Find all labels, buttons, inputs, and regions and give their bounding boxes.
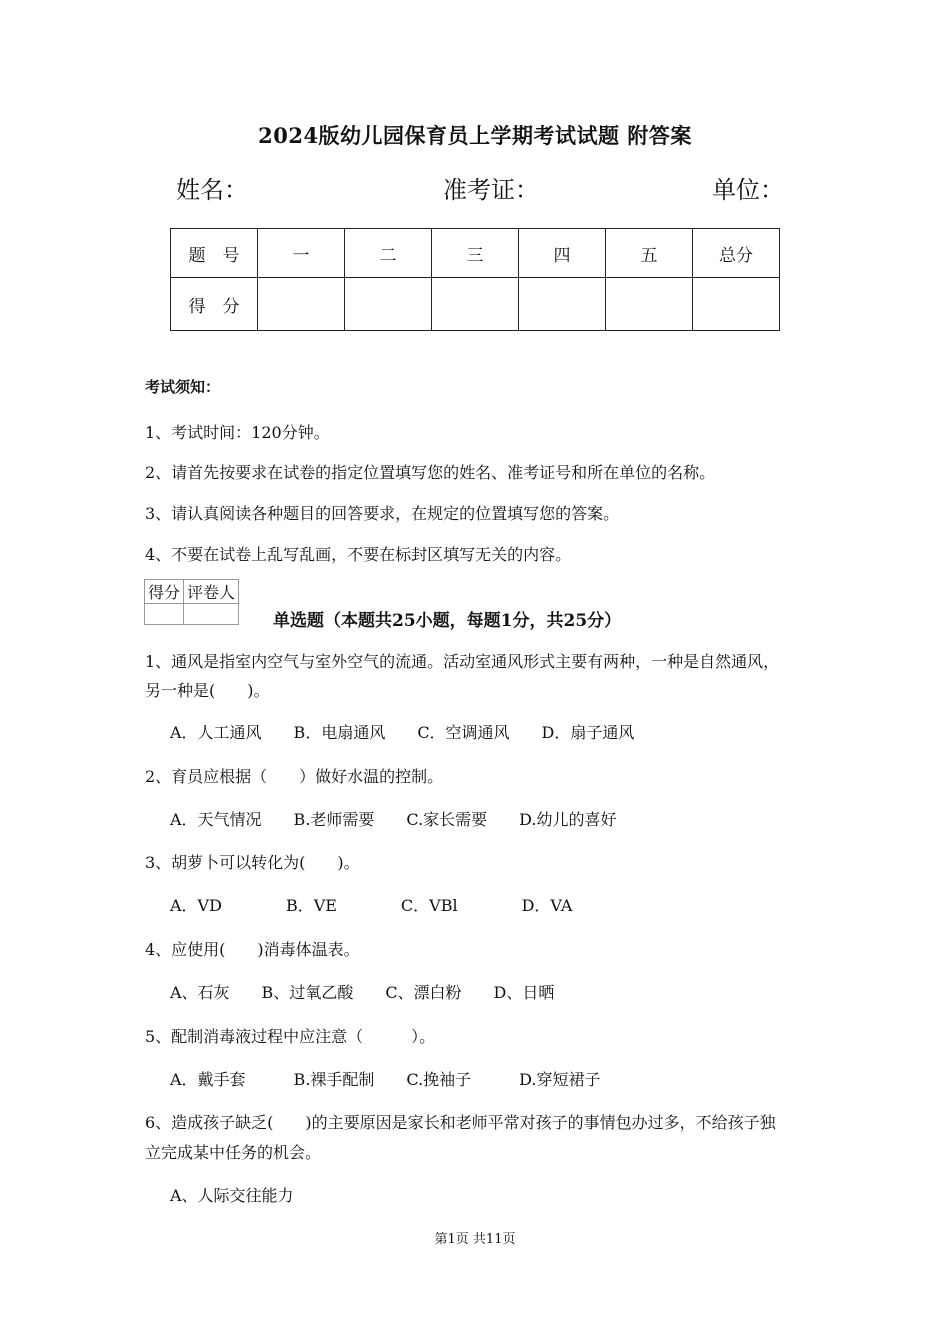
score-cell xyxy=(345,278,432,331)
grader-score-label: 得分 xyxy=(145,580,184,604)
exam-id-label: 准考证： xyxy=(443,176,539,204)
score-table xyxy=(170,228,780,331)
score-table-header-cell: 总分 xyxy=(693,229,780,278)
score-table-header-row xyxy=(171,229,780,278)
notice-item: 2、请首先按要求在试卷的指定位置填写您的姓名、准考证号和所在单位的名称。 xyxy=(145,463,716,482)
notice-heading: 考试须知： xyxy=(145,378,221,396)
question-options: A．人工通风 B．电扇通风 C．空调通风 D．扇子通风 xyxy=(170,723,635,742)
score-table-score-row xyxy=(171,278,780,331)
score-cell xyxy=(432,278,519,331)
score-cell xyxy=(606,278,693,331)
unit-label: 单位： xyxy=(712,176,784,204)
score-table-header-cell: 三 xyxy=(432,229,519,278)
section-title: 单选题（本题共25小题，每题1分，共25分） xyxy=(273,611,622,631)
question-line: 3、胡萝卜可以转化为( )。 xyxy=(145,853,360,872)
score-cell xyxy=(258,278,345,331)
score-table-header-cell: 二 xyxy=(345,229,432,278)
question-line: 6、造成孩子缺乏( )的主要原因是家长和老师平常对孩子的事情包办过多，不给孩子独 xyxy=(145,1113,776,1132)
question-options: A．VD B．VE C．VBl D．VA xyxy=(170,896,573,915)
question-options: A．天气情况 B.老师需要 C.家长需要 D.幼儿的喜好 xyxy=(170,810,617,829)
score-table-header-cell: 五 xyxy=(606,229,693,278)
score-cell xyxy=(519,278,606,331)
notice-item: 1、考试时间：120分钟。 xyxy=(145,423,330,442)
question-options: A．戴手套 B.裸手配制 C.挽袖子 D.穿短裙子 xyxy=(170,1070,601,1089)
grader-name-cell xyxy=(184,604,239,625)
question-options: A、石灰 B、过氧乙酸 C、漂白粉 D、日晒 xyxy=(170,983,555,1002)
score-table-header-cell: 四 xyxy=(519,229,606,278)
question-line: 另一种是( )。 xyxy=(145,681,270,700)
notice-item: 3、请认真阅读各种题目的回答要求，在规定的位置填写您的答案。 xyxy=(145,504,620,523)
grader-box xyxy=(144,579,239,625)
score-table-header-cell: 题 号 xyxy=(171,229,258,278)
score-cell xyxy=(693,278,780,331)
question-line: 4、应使用( )消毒体温表。 xyxy=(145,940,360,959)
page-footer: 第1页 共11页 xyxy=(434,1232,516,1247)
score-row-label: 得 分 xyxy=(171,278,258,331)
score-table-header-cell: 一 xyxy=(258,229,345,278)
question-line: 1、通风是指室内空气与室外空气的流通。活动室通风形式主要有两种，一种是自然通风， xyxy=(145,652,780,671)
question-options: A、人际交往能力 xyxy=(170,1186,294,1205)
name-label: 姓名： xyxy=(176,176,248,204)
grader-score-cell xyxy=(145,604,184,625)
notice-item: 4、不要在试卷上乱写乱画，不要在标封区填写无关的内容。 xyxy=(145,545,572,564)
question-line: 立完成某中任务的机会。 xyxy=(145,1143,322,1162)
grader-label: 评卷人 xyxy=(184,580,239,604)
page-title: 2024版幼儿园保育员上学期考试试题 附答案 xyxy=(258,123,692,148)
question-line: 2、育员应根据（ ）做好水温的控制。 xyxy=(145,767,444,786)
question-line: 5、配制消毒液过程中应注意（ ）。 xyxy=(145,1027,436,1046)
